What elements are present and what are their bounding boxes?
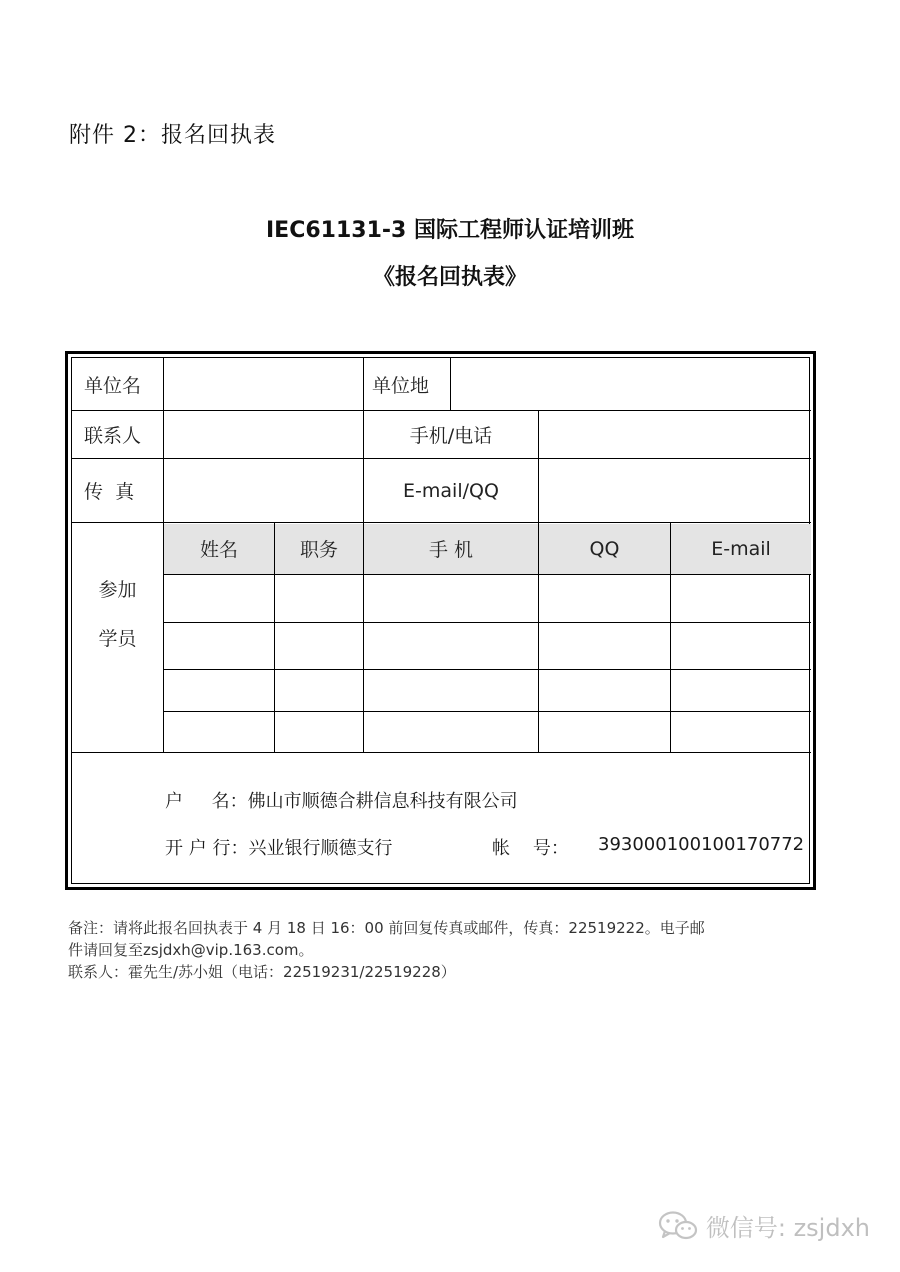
watermark bbox=[658, 1208, 870, 1243]
watermark-text: 微信号: zsjdxh bbox=[705, 1214, 870, 1242]
column-header-mobile: 手 机 bbox=[428, 539, 474, 561]
account-name: 户 名：佛山市顺德合耕信息科技有限公司 bbox=[165, 791, 518, 812]
attachment-label: 附件 2：报名回执表 bbox=[69, 123, 276, 148]
table-row[interactable] bbox=[164, 712, 811, 752]
form-grid bbox=[71, 357, 810, 884]
column-header-email: E-mail bbox=[711, 537, 771, 560]
participants-label-line1: 参加 bbox=[98, 578, 137, 601]
notes bbox=[68, 917, 808, 983]
row-divider bbox=[72, 752, 811, 753]
unit-address-field[interactable] bbox=[451, 358, 811, 410]
phone-field[interactable] bbox=[539, 411, 811, 458]
fax-label: 传 真 bbox=[84, 481, 135, 503]
table-row[interactable] bbox=[164, 670, 811, 711]
column-header-qq: QQ bbox=[589, 537, 620, 560]
column-header-name: 姓名 bbox=[199, 539, 238, 561]
fax-field[interactable] bbox=[164, 459, 363, 522]
table-row[interactable] bbox=[164, 575, 811, 622]
participants-label-line2: 学员 bbox=[98, 627, 137, 650]
unit-name-label: 单位名 bbox=[84, 374, 142, 397]
document-title: IEC61131-3 国际工程师认证培训班 bbox=[266, 218, 634, 243]
contact-field[interactable] bbox=[164, 411, 363, 458]
email-qq-label: E-mail/QQ bbox=[403, 479, 499, 502]
contact-label: 联系人 bbox=[84, 425, 142, 447]
unit-name-field[interactable] bbox=[164, 358, 363, 410]
account-number: 393000100100170772 bbox=[598, 834, 805, 855]
wechat-icon bbox=[658, 1210, 698, 1242]
table-row[interactable] bbox=[164, 623, 811, 669]
column-header-position: 职务 bbox=[299, 539, 338, 561]
email-qq-field[interactable] bbox=[539, 459, 811, 522]
unit-address-label: 单位地 bbox=[372, 374, 430, 397]
notes-line-2: 件请回复至zsjdxh@vip.163.com。 bbox=[68, 941, 314, 959]
registration-form bbox=[65, 351, 816, 890]
document-subtitle: 《报名回执表》 bbox=[372, 265, 527, 290]
bank-name: 开 户 行：兴业银行顺德支行 bbox=[165, 838, 393, 859]
notes-line-3: 联系人：霍先生/苏小姐（电话：22519231/22519228） bbox=[68, 963, 456, 981]
phone-label: 手机/电话 bbox=[409, 425, 493, 447]
notes-line-1: 备注：请将此报名回执表于 4 月 18 日 16：00 前回复传真或邮件，传真：22519222。电子邮 bbox=[68, 919, 705, 937]
account-number-label: 帐 号： bbox=[492, 838, 569, 859]
